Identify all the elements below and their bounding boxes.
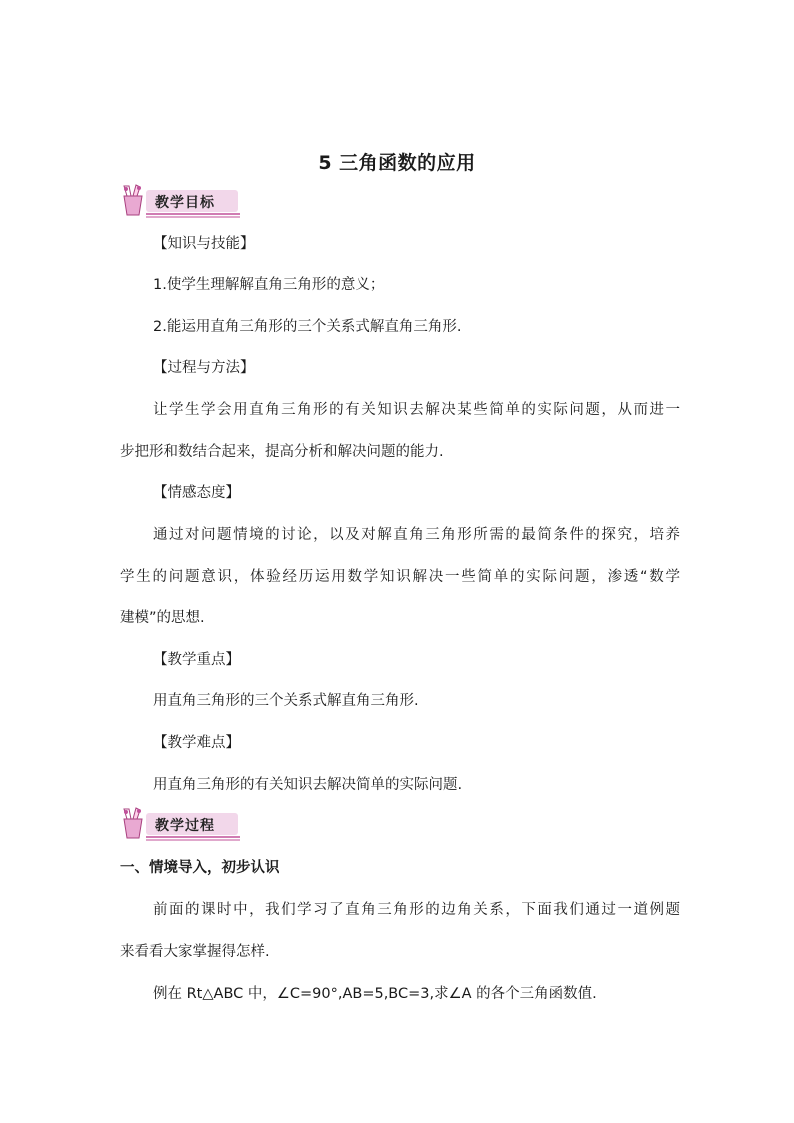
method-paragraph-line: 让学生学会用直角三角形的有关知识去解决某些简单的实际问题，从而进一 bbox=[153, 402, 680, 418]
knowledge-item-2: 2.能运用直角三角形的三个关系式解直角三角形. bbox=[153, 319, 462, 335]
part-1-heading: 一、情境导入，初步认识 bbox=[120, 860, 280, 876]
attitude-paragraph-line: 通过对问题情境的讨论，以及对解直角三角形所需的最简条件的探究，培养 bbox=[153, 527, 680, 543]
section-badge-label: 教学过程 bbox=[155, 818, 215, 834]
method-heading: 【过程与方法】 bbox=[153, 360, 255, 376]
difficulty-heading: 【教学难点】 bbox=[153, 735, 240, 751]
knowledge-heading: 【知识与技能】 bbox=[153, 236, 255, 252]
example-problem: 例在 Rt△ABC 中，∠C=90°,AB=5,BC=3,求∠A 的各个三角函数值. bbox=[153, 986, 597, 1002]
key-point-text: 用直角三角形的三个关系式解直角三角形. bbox=[153, 693, 419, 709]
attitude-paragraph-line: 学生的问题意识，体验经历运用数学知识解决一些简单的实际问题，渗透“数学 bbox=[120, 569, 680, 585]
knowledge-item-1: 1.使学生理解解直角三角形的意义； bbox=[153, 277, 385, 293]
method-paragraph-line: 步把形和数结合起来，提高分析和解决问题的能力. bbox=[120, 444, 444, 460]
section-badge-label: 教学目标 bbox=[155, 195, 215, 211]
attitude-heading: 【情感态度】 bbox=[153, 485, 240, 501]
attitude-paragraph-line: 建模”的思想. bbox=[120, 610, 205, 626]
difficulty-text: 用直角三角形的有关知识去解决简单的实际问题. bbox=[153, 777, 463, 793]
intro-paragraph-line: 前面的课时中，我们学习了直角三角形的边角关系，下面我们通过一道例题 bbox=[153, 902, 680, 918]
section-badge-objectives bbox=[118, 184, 248, 220]
intro-paragraph-line: 来看看大家掌握得怎样. bbox=[120, 944, 270, 960]
key-point-heading: 【教学重点】 bbox=[153, 652, 240, 668]
section-badge-process bbox=[118, 807, 248, 843]
document-title: 5 三角函数的应用 bbox=[318, 152, 476, 174]
